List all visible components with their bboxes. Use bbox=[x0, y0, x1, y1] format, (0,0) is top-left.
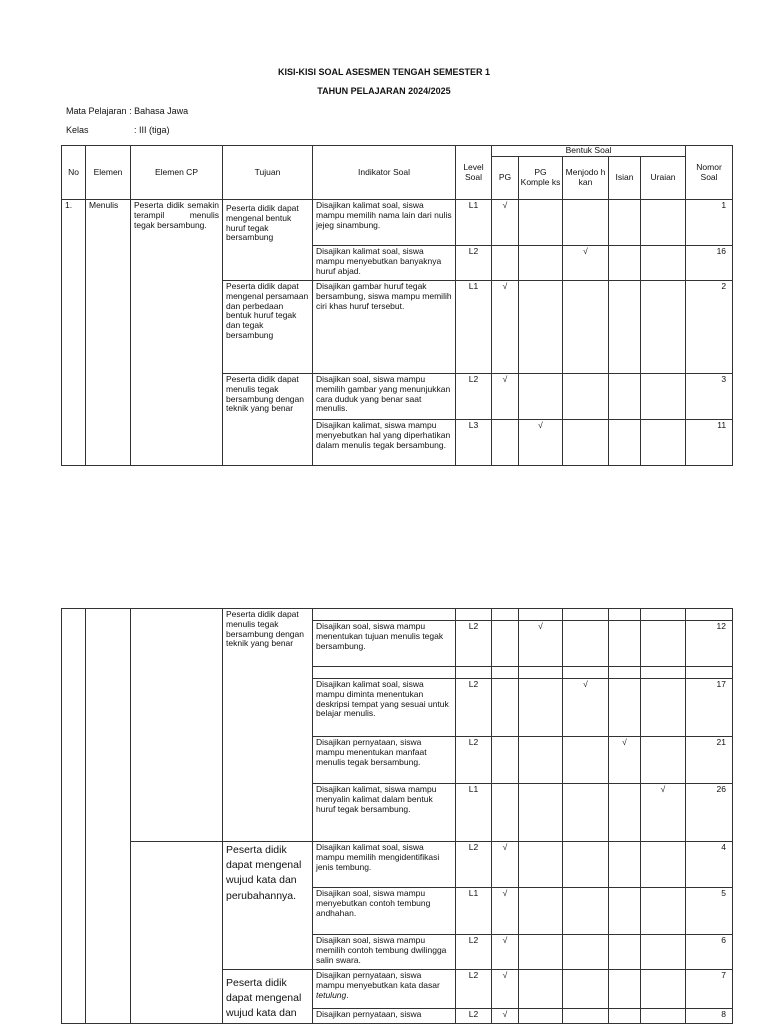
row-level: L2 bbox=[456, 935, 492, 970]
header-isian: Isian bbox=[609, 157, 641, 200]
row-indikator: Disajikan kalimat, siswa mampu menyalin kalimat dalam bentuk huruf tegak bersambung. bbox=[313, 784, 456, 842]
row-nomor: 2 bbox=[686, 281, 733, 374]
check-menjodohkan: √ bbox=[563, 246, 609, 281]
row-level: L2 bbox=[456, 737, 492, 784]
row-level: L1 bbox=[456, 784, 492, 842]
row-level: L1 bbox=[456, 888, 492, 935]
header-tujuan: Tujuan bbox=[223, 146, 313, 200]
row-nomor: 4 bbox=[686, 842, 733, 888]
table-row bbox=[62, 842, 733, 888]
row-indikator: Disajikan gambar huruf tegak bersambung, siswa mampu memilih ciri khas huruf tersebut. bbox=[313, 281, 456, 374]
grid-table-1 bbox=[61, 145, 733, 466]
row-indikator: Disajikan kalimat soal, siswa mampu memilih mengidentifikasi jenis tembung. bbox=[313, 842, 456, 888]
row-indikator: Disajikan pernyataan, siswa mampu menyebutkan kata dasar tetulung. bbox=[313, 970, 456, 1009]
class-value: : III (tiga) bbox=[134, 125, 170, 135]
row-tujuan: Peserta didik dapat mengenal wujud kata dan bbox=[223, 970, 313, 1024]
check-pg: √ bbox=[492, 935, 519, 970]
row-level: L1 bbox=[456, 281, 492, 374]
header-pg: PG bbox=[492, 157, 519, 200]
header-bentuk-soal: Bentuk Soal bbox=[492, 146, 686, 157]
row-indikator: Disajikan soal, siswa mampu menyebutkan contoh tembung andhahan. bbox=[313, 888, 456, 935]
check-pg: √ bbox=[492, 1009, 519, 1023]
row-nomor: 26 bbox=[686, 784, 733, 842]
check-pg: √ bbox=[492, 970, 519, 1009]
check-pg: √ bbox=[492, 281, 519, 374]
check-menjodohkan: √ bbox=[563, 679, 609, 737]
row-nomor: 8 bbox=[686, 1009, 733, 1023]
row-tujuan: Peserta didik dapat menulis tegak bersambung dengan teknik yang benar bbox=[223, 374, 313, 466]
row-indikator: Disajikan kalimat soal, siswa mampu memilih nama lain dari nulis jejeg sinambung. bbox=[313, 200, 456, 246]
row-elemen-cp: Peserta didik semakin terampil menulis tegak bersambung. bbox=[131, 200, 223, 466]
subject-label: Mata Pelajaran bbox=[66, 106, 127, 116]
subject-value: Bahasa Jawa bbox=[134, 106, 189, 116]
header-no: No bbox=[62, 146, 86, 200]
check-pg: √ bbox=[492, 842, 519, 888]
row-nomor: 5 bbox=[686, 888, 733, 935]
check-pg: √ bbox=[492, 200, 519, 246]
row-level: L2 bbox=[456, 374, 492, 420]
row-level: L2 bbox=[456, 679, 492, 737]
row-level: L2 bbox=[456, 970, 492, 1009]
row-level: L2 bbox=[456, 621, 492, 667]
table-row bbox=[62, 200, 733, 246]
row-indikator: Disajikan kalimat, siswa mampu menyebutkan hal yang diperhatikan dalam menulis tegak bersambung. bbox=[313, 420, 456, 466]
document-title: KISI-KISI SOAL ASESMEN TENGAH SEMESTER 1 bbox=[277, 67, 491, 77]
row-level: L2 bbox=[456, 246, 492, 281]
row-indikator: Disajikan soal, siswa mampu memilih contoh tembung dwilingga salin swara. bbox=[313, 935, 456, 970]
header-menjodohkan: Menjodo h kan bbox=[563, 157, 609, 200]
row-tujuan: Peserta didik dapat menulis tegak bersambung dengan teknik yang benar bbox=[223, 609, 313, 842]
row-tujuan: Peserta didik dapat mengenal persamaan dan perbedaan bentuk huruf tegak dan tegak bersambung bbox=[223, 281, 313, 374]
row-nomor: 7 bbox=[686, 970, 733, 1009]
row-indikator: Disajikan soal, siswa mampu menentukan tujuan menulis tegak bersambung. bbox=[313, 621, 456, 667]
grid-table-2 bbox=[61, 608, 733, 1024]
row-nomor: 12 bbox=[686, 621, 733, 667]
row-indikator: Disajikan soal, siswa mampu memilih gambar yang menunjukkan cara duduk yang benar saat menulis. bbox=[313, 374, 456, 420]
row-tujuan: Peserta didik dapat mengenal wujud kata dan perubahannya. bbox=[223, 842, 313, 970]
document-subtitle: TAHUN PELAJARAN 2024/2025 bbox=[317, 86, 451, 96]
class-label: Kelas bbox=[66, 125, 89, 135]
row-indikator: Disajikan pernyataan, siswa mampu menentukan manfaat menulis tegak bersambung. bbox=[313, 737, 456, 784]
row-nomor: 1 bbox=[686, 200, 733, 246]
check-pg: √ bbox=[492, 374, 519, 420]
header-level: Level Soal bbox=[456, 146, 492, 200]
check-pg: √ bbox=[492, 888, 519, 935]
row-nomor: 6 bbox=[686, 935, 733, 970]
row-nomor: 16 bbox=[686, 246, 733, 281]
row-nomor: 11 bbox=[686, 420, 733, 466]
subject-line: Mata Pelajaran : Bahasa Jawa bbox=[66, 106, 189, 116]
check-uraian: √ bbox=[641, 784, 686, 842]
header-indikator: Indikator Soal bbox=[313, 146, 456, 200]
header-uraian: Uraian bbox=[641, 157, 686, 200]
row-no: 1. bbox=[62, 200, 86, 466]
row-nomor: 3 bbox=[686, 374, 733, 420]
header-pg-kompleks: PG Komple ks bbox=[519, 157, 563, 200]
check-pg-kompleks: √ bbox=[519, 420, 563, 466]
row-nomor: 17 bbox=[686, 679, 733, 737]
header-elemen: Elemen bbox=[86, 146, 131, 200]
row-nomor: 21 bbox=[686, 737, 733, 784]
row-elemen: Menulis bbox=[86, 200, 131, 466]
row-level: L1 bbox=[456, 200, 492, 246]
row-level: L2 bbox=[456, 842, 492, 888]
table-row bbox=[62, 609, 733, 621]
header-nomor: Nomor Soal bbox=[686, 146, 733, 200]
row-tujuan: Peserta didik dapat mengenal bentuk huruf tegak bersambung bbox=[223, 200, 313, 281]
row-indikator: Disajikan kalimat soal, siswa mampu diminta menentukan deskripsi tempat yang sesuai untuk belajar menulis. bbox=[313, 679, 456, 737]
row-indikator: Disajikan pernyataan, siswa bbox=[313, 1009, 456, 1023]
check-pg-kompleks: √ bbox=[519, 621, 563, 667]
row-indikator: Disajikan kalimat soal, siswa mampu menyebutkan banyaknya huruf abjad. bbox=[313, 246, 456, 281]
row-level: L3 bbox=[456, 420, 492, 466]
class-line bbox=[66, 125, 170, 135]
row-level: L2 bbox=[456, 1009, 492, 1023]
header-elemen-cp: Elemen CP bbox=[131, 146, 223, 200]
check-isian: √ bbox=[609, 737, 641, 784]
